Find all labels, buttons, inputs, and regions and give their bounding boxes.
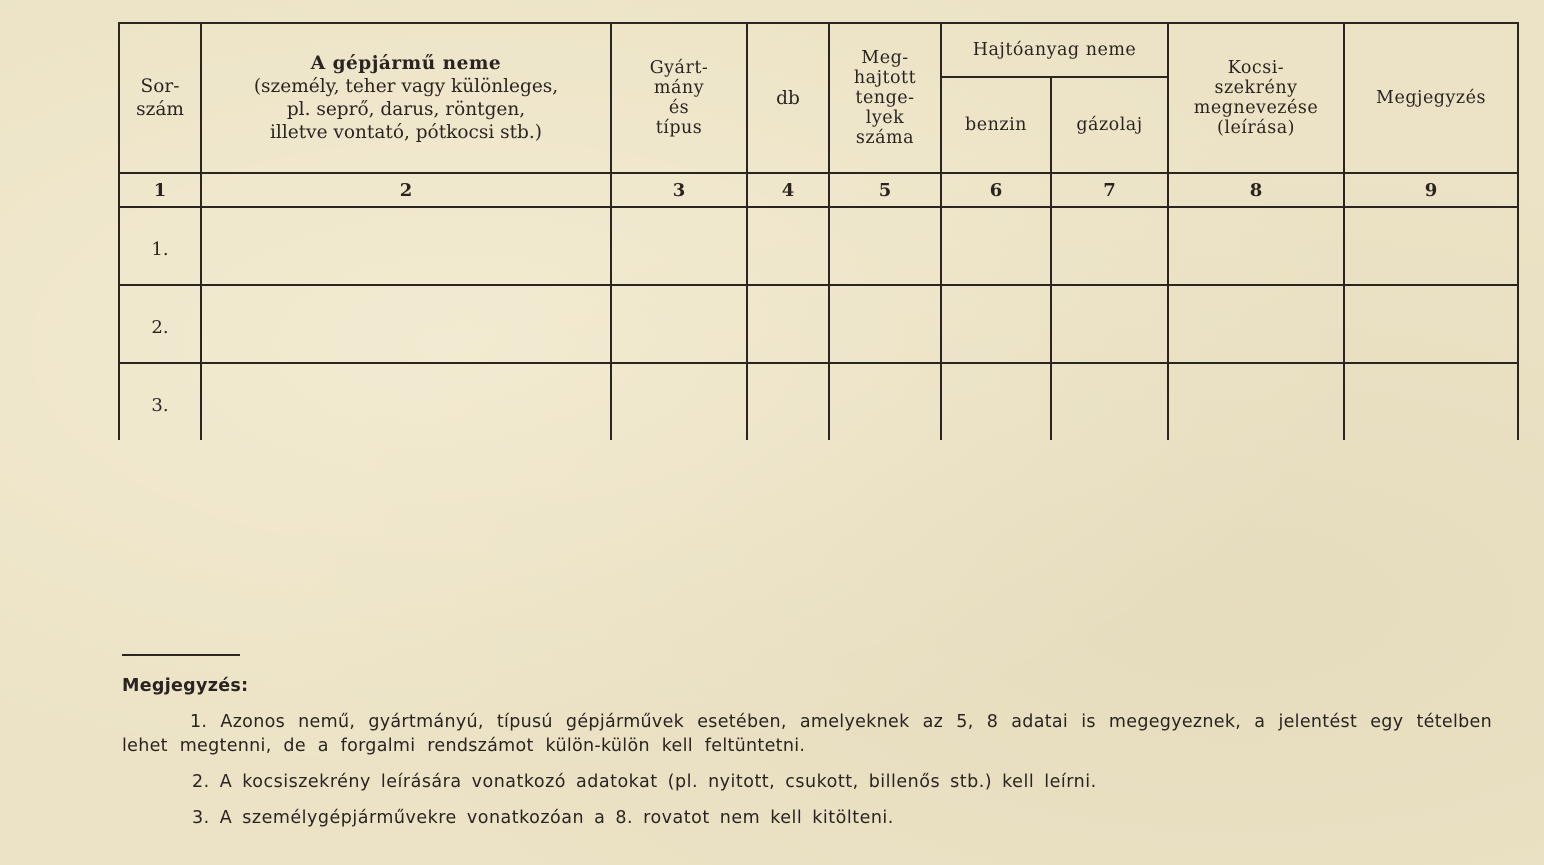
header-petrol: benzin: [941, 77, 1051, 173]
col-number: 3: [611, 173, 747, 207]
header-sorszam: Sor- szám: [119, 23, 201, 173]
header-driven-axles: Meg- hajtott tenge- lyek száma: [829, 23, 941, 173]
cell[interactable]: [611, 363, 747, 440]
row-label: 3.: [119, 363, 201, 440]
row-label: 1.: [119, 207, 201, 285]
col-number: 6: [941, 173, 1051, 207]
note-item: 2. A kocsiszekrény leírására vonatkozó adatokat (pl. nyitott, csukott, billenős stb.) kell leírni.: [192, 772, 1097, 792]
cell[interactable]: [941, 207, 1051, 285]
notes-title: Megjegyzés:: [122, 676, 249, 696]
header-diesel: gázolaj: [1051, 77, 1168, 173]
col-number: 9: [1344, 173, 1518, 207]
header-body-description: Kocsi- szekrény megnevezése (leírása): [1168, 23, 1344, 173]
cell[interactable]: [1344, 363, 1518, 440]
cell[interactable]: [611, 207, 747, 285]
header-remarks: Megjegyzés: [1344, 23, 1518, 173]
note-item: 1. Azonos nemű, gyártmányú, típusú gépjárművek esetében, amelyeknek az 5, 8 adatai is megegyeznek, a jelentést egy tételben lehet megtenni, de a forgalmi rendszámot külön-külön kell feltüntetni.: [122, 712, 1492, 756]
table-row: [119, 363, 1518, 440]
col-number: 4: [747, 173, 829, 207]
cell[interactable]: [201, 363, 611, 440]
cell[interactable]: [1051, 285, 1168, 363]
cell[interactable]: [941, 363, 1051, 440]
table-row: [119, 207, 1518, 285]
table-row: [119, 285, 1518, 363]
cell[interactable]: [941, 285, 1051, 363]
header-fuel-group: Hajtóanyag neme: [941, 23, 1168, 77]
cell[interactable]: [829, 363, 941, 440]
footnote-divider: [122, 654, 240, 656]
cell[interactable]: [1051, 207, 1168, 285]
col-number: 2: [201, 173, 611, 207]
cell[interactable]: [1168, 363, 1344, 440]
header-db: db: [747, 23, 829, 173]
cell[interactable]: [1051, 363, 1168, 440]
header-make-type: Gyárt- mány és típus: [611, 23, 747, 173]
cell[interactable]: [201, 207, 611, 285]
cell[interactable]: [1344, 285, 1518, 363]
cell[interactable]: [611, 285, 747, 363]
vehicle-registry-table: [118, 22, 1519, 440]
header-vehicle-type: A gépjármű neme (személy, teher vagy különleges, pl. seprő, darus, röntgen, illetve vontató, pótkocsi stb.): [201, 23, 611, 173]
cell[interactable]: [747, 363, 829, 440]
notes-section: [122, 676, 1492, 842]
cell[interactable]: [747, 285, 829, 363]
cell[interactable]: [1168, 285, 1344, 363]
col-number: 8: [1168, 173, 1344, 207]
cell[interactable]: [829, 285, 941, 363]
cell[interactable]: [829, 207, 941, 285]
cell[interactable]: [747, 207, 829, 285]
col-number: 5: [829, 173, 941, 207]
col-number: 7: [1051, 173, 1168, 207]
note-item: 3. A személygépjárművekre vonatkozóan a 8. rovatot nem kell kitölteni.: [192, 808, 894, 828]
col-number: 1: [119, 173, 201, 207]
cell[interactable]: [201, 285, 611, 363]
cell[interactable]: [1344, 207, 1518, 285]
row-label: 2.: [119, 285, 201, 363]
cell[interactable]: [1168, 207, 1344, 285]
